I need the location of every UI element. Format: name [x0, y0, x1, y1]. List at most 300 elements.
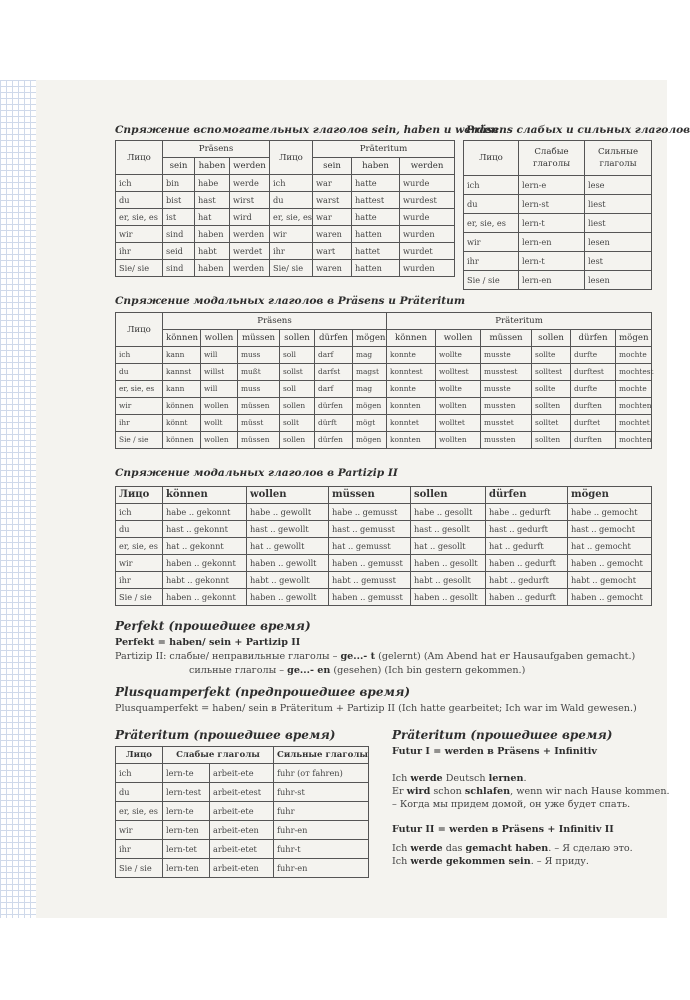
- table-cell: fuhr (от fahren): [274, 764, 369, 783]
- weak-strong-praesens-table: [463, 140, 652, 290]
- table-row: [116, 821, 369, 840]
- header-verb: werden: [230, 158, 270, 175]
- table-cell: du: [116, 521, 163, 538]
- table-cell: lern-tet: [163, 840, 210, 859]
- table-cell: konntest: [387, 364, 436, 381]
- table-cell: arbeit-etest: [210, 783, 274, 802]
- header-weak: Слабые глаголы: [163, 747, 274, 764]
- table-cell: ich: [116, 504, 163, 521]
- table-cell: musstest: [481, 364, 532, 381]
- table-cell: wir: [464, 233, 519, 252]
- futur2-example: Ich werde das gemacht haben. – Я сделаю это.: [392, 843, 633, 854]
- table-cell: liest: [585, 214, 652, 233]
- table-row: [116, 415, 652, 432]
- table-cell: werdet: [230, 243, 270, 260]
- table-cell: mögen: [353, 398, 387, 415]
- table-cell: habt .. gemocht: [568, 572, 652, 589]
- table-cell: arbeit-eten: [210, 821, 274, 840]
- table-cell: muss: [238, 347, 280, 364]
- table-row: [116, 589, 652, 606]
- table-cell: müssen: [238, 432, 280, 449]
- table-cell: haben .. gemusst: [329, 589, 411, 606]
- header-verb: mögen: [568, 487, 652, 504]
- modal-verbs-table: [115, 312, 652, 449]
- header-lico: Лицо: [116, 487, 163, 504]
- futur1-translation: – Когда мы придем домой, он уже будет спать.: [392, 799, 631, 810]
- table-cell: mochten: [616, 432, 652, 449]
- table-cell: du: [116, 192, 163, 209]
- table-cell: wolltest: [436, 364, 481, 381]
- table-row: [464, 233, 652, 252]
- praeteritum-table: [115, 746, 369, 878]
- header-verb: sollen: [280, 330, 315, 347]
- table-cell: lern-en: [519, 271, 585, 290]
- table-cell: hatte: [352, 175, 400, 192]
- table-cell: ist: [163, 209, 195, 226]
- table-cell: kann: [163, 381, 201, 398]
- table-cell: ich: [270, 175, 313, 192]
- table-cell: bist: [163, 192, 195, 209]
- table-cell: lern-t: [519, 252, 585, 271]
- table-cell: wir: [116, 555, 163, 572]
- table-cell: werde: [230, 175, 270, 192]
- table-cell: mögt: [353, 415, 387, 432]
- modal-verbs-title: Спряжение модальных глаголов в Präsens и Präteritum: [115, 295, 466, 307]
- table-row: [116, 398, 652, 415]
- table-cell: haben: [195, 226, 230, 243]
- header-verb: dürfen: [486, 487, 568, 504]
- table-row: [116, 175, 455, 192]
- table-cell: lern-t: [519, 214, 585, 233]
- table-cell: habe .. gemusst: [329, 504, 411, 521]
- table-cell: habt .. gewollt: [247, 572, 329, 589]
- header-verb: können: [387, 330, 436, 347]
- table-cell: waren: [313, 260, 352, 277]
- table-cell: will: [201, 347, 238, 364]
- futur1-example: Er wird schon schlafen, wenn wir nach Hause kommen.: [392, 786, 670, 797]
- table-cell: musste: [481, 347, 532, 364]
- perfekt-title: Perfekt (прошедшее время): [115, 619, 311, 633]
- table-cell: er, sie, es: [116, 802, 163, 821]
- table-cell: er, sie, es: [464, 214, 519, 233]
- table-row: [116, 381, 652, 398]
- table-cell: wollten: [436, 398, 481, 415]
- table-row: [116, 364, 652, 381]
- table-cell: konnten: [387, 432, 436, 449]
- table-cell: mussten: [481, 398, 532, 415]
- table-cell: wollen: [201, 398, 238, 415]
- table-cell: habe .. gedurft: [486, 504, 568, 521]
- table-cell: hat: [195, 209, 230, 226]
- table-cell: habe .. gesollt: [411, 504, 486, 521]
- table-cell: dürfen: [315, 432, 353, 449]
- table-row: [116, 226, 455, 243]
- table-row: [464, 252, 652, 271]
- table-row: [116, 538, 652, 555]
- table-cell: liest: [585, 195, 652, 214]
- table-row: [116, 840, 369, 859]
- header-praesens: Präsens: [163, 313, 387, 330]
- table-cell: wollen: [201, 432, 238, 449]
- modal-partizip-title: Спряжение модальных глаголов в Partizip II: [115, 467, 398, 479]
- table-cell: haben .. gemusst: [329, 555, 411, 572]
- table-cell: haben .. gewollt: [247, 555, 329, 572]
- table-cell: wir: [116, 226, 163, 243]
- table-cell: mochte: [616, 381, 652, 398]
- table-cell: hast .. gewollt: [247, 521, 329, 538]
- table-cell: ihr: [270, 243, 313, 260]
- table-cell: haben .. gemocht: [568, 589, 652, 606]
- table-cell: konntet: [387, 415, 436, 432]
- header-lico: Лицо: [116, 313, 163, 347]
- header-verb: können: [163, 487, 247, 504]
- table-cell: hast: [195, 192, 230, 209]
- table-cell: wollte: [436, 347, 481, 364]
- table-cell: hat .. gedurft: [486, 538, 568, 555]
- header-verb: wollen: [247, 487, 329, 504]
- table-cell: haben .. gedurft: [486, 589, 568, 606]
- table-cell: kann: [163, 347, 201, 364]
- table-cell: ich: [116, 347, 163, 364]
- table-cell: Sie / sie: [116, 432, 163, 449]
- table-cell: durftet: [571, 415, 616, 432]
- table-cell: solltest: [532, 364, 571, 381]
- aux-verbs-table: [115, 140, 455, 277]
- table-cell: warst: [313, 192, 352, 209]
- header-verb: müssen: [238, 330, 280, 347]
- table-cell: sollst: [280, 364, 315, 381]
- table-cell: sollten: [532, 398, 571, 415]
- table-cell: sollte: [532, 381, 571, 398]
- table-cell: werden: [230, 260, 270, 277]
- table-cell: mögen: [353, 432, 387, 449]
- table-cell: habt .. gedurft: [486, 572, 568, 589]
- table-cell: war: [313, 209, 352, 226]
- table-cell: mag: [353, 381, 387, 398]
- table-cell: habt .. gemusst: [329, 572, 411, 589]
- table-cell: lern-te: [163, 802, 210, 821]
- table-cell: er, sie, es: [270, 209, 313, 226]
- table-cell: hat .. gemusst: [329, 538, 411, 555]
- table-cell: mag: [353, 347, 387, 364]
- table-cell: ihr: [464, 252, 519, 271]
- futur-title: Präteritum (прошедшее время): [392, 728, 613, 742]
- table-cell: fuhr-st: [274, 783, 369, 802]
- table-cell: ich: [116, 764, 163, 783]
- header-verb: können: [163, 330, 201, 347]
- header-verb: dürfen: [571, 330, 616, 347]
- weak-strong-praesens-title: Präsens слабых и сильных глаголов: [466, 124, 690, 136]
- header-verb: müssen: [481, 330, 532, 347]
- table-cell: mochten: [616, 398, 652, 415]
- header-lico: Лицо: [270, 141, 313, 175]
- table-cell: lern-ten: [163, 821, 210, 840]
- futur2-example: Ich werde gekommen sein. – Я приду.: [392, 856, 589, 867]
- table-cell: wirst: [230, 192, 270, 209]
- table-cell: solltet: [532, 415, 571, 432]
- table-cell: du: [464, 195, 519, 214]
- header-verb: haben: [195, 158, 230, 175]
- table-cell: lern-st: [519, 195, 585, 214]
- table-cell: wollten: [436, 432, 481, 449]
- header-lico: Лицо: [116, 141, 163, 175]
- table-cell: sollen: [280, 432, 315, 449]
- header-verb: sollen: [411, 487, 486, 504]
- table-cell: lern-e: [519, 176, 585, 195]
- table-cell: darfst: [315, 364, 353, 381]
- table-cell: haben: [195, 260, 230, 277]
- table-row: [116, 243, 455, 260]
- table-cell: wir: [116, 821, 163, 840]
- table-cell: ihr: [116, 243, 163, 260]
- table-cell: musste: [481, 381, 532, 398]
- table-cell: müssen: [238, 398, 280, 415]
- table-cell: arbeit-ete: [210, 764, 274, 783]
- table-cell: wollt: [201, 415, 238, 432]
- header-verb: sein: [313, 158, 352, 175]
- table-cell: wir: [270, 226, 313, 243]
- table-cell: arbeit-eten: [210, 859, 274, 878]
- table-cell: waren: [313, 226, 352, 243]
- table-cell: sind: [163, 226, 195, 243]
- table-cell: werden: [230, 226, 270, 243]
- table-cell: ich: [116, 175, 163, 192]
- header-verb: wollen: [436, 330, 481, 347]
- table-cell: dürft: [315, 415, 353, 432]
- table-cell: lern-ten: [163, 859, 210, 878]
- header-verb: sollen: [532, 330, 571, 347]
- table-cell: müsst: [238, 415, 280, 432]
- table-cell: wurde: [400, 209, 455, 226]
- table-cell: wurdet: [400, 243, 455, 260]
- table-cell: fuhr-t: [274, 840, 369, 859]
- table-cell: durftest: [571, 364, 616, 381]
- table-cell: durfte: [571, 347, 616, 364]
- table-cell: soll: [280, 347, 315, 364]
- aux-verbs-title: Спряжение вспомогательных глаголов sein, haben и werden: [115, 124, 499, 136]
- table-cell: hat .. gekonnt: [163, 538, 247, 555]
- table-cell: seid: [163, 243, 195, 260]
- table-cell: lern-en: [519, 233, 585, 252]
- table-cell: du: [116, 364, 163, 381]
- table-cell: hat .. gewollt: [247, 538, 329, 555]
- table-cell: wird: [230, 209, 270, 226]
- header-praesens: Präsens: [163, 141, 270, 158]
- table-cell: er, sie, es: [116, 209, 163, 226]
- table-cell: will: [201, 381, 238, 398]
- table-cell: haben .. gesollt: [411, 555, 486, 572]
- modal-partizip-table: [115, 486, 652, 606]
- table-cell: habe .. gewollt: [247, 504, 329, 521]
- praeteritum-title: Präteritum (прошедшее время): [115, 728, 336, 742]
- table-cell: bin: [163, 175, 195, 192]
- futur1-example: Ich werde Deutsch lernen.: [392, 773, 527, 784]
- table-cell: hast .. gesollt: [411, 521, 486, 538]
- table-row: [116, 555, 652, 572]
- perfekt-formula: Perfekt = haben/ sein + Partizip II: [115, 637, 301, 648]
- header-verb: mögen: [353, 330, 387, 347]
- table-row: [116, 347, 652, 364]
- table-cell: hast .. gedurft: [486, 521, 568, 538]
- table-cell: Sie / sie: [464, 271, 519, 290]
- table-cell: lesen: [585, 271, 652, 290]
- header-verb: mögen: [616, 330, 652, 347]
- table-cell: ihr: [116, 840, 163, 859]
- table-cell: mussten: [481, 432, 532, 449]
- table-cell: mochtest: [616, 364, 652, 381]
- table-cell: haben .. gekonnt: [163, 589, 247, 606]
- table-row: [116, 783, 369, 802]
- table-cell: arbeit-etet: [210, 840, 274, 859]
- table-cell: hatten: [352, 260, 400, 277]
- table-row: [464, 271, 652, 290]
- table-cell: wurde: [400, 175, 455, 192]
- table-cell: lest: [585, 252, 652, 271]
- header-verb: haben: [352, 158, 400, 175]
- table-cell: sollten: [532, 432, 571, 449]
- table-cell: hast .. gemusst: [329, 521, 411, 538]
- table-cell: hatten: [352, 226, 400, 243]
- header-praeteritum: Präteritum: [313, 141, 455, 158]
- table-cell: durften: [571, 398, 616, 415]
- table-cell: Sie / sie: [116, 859, 163, 878]
- table-cell: durfte: [571, 381, 616, 398]
- table-row: [116, 260, 455, 277]
- header-strong: Сильные глаголы: [585, 141, 652, 176]
- grid-paper-edge: [0, 80, 36, 918]
- table-cell: lesen: [585, 233, 652, 252]
- table-cell: können: [163, 398, 201, 415]
- table-cell: habt .. gesollt: [411, 572, 486, 589]
- table-cell: soll: [280, 381, 315, 398]
- table-cell: wurden: [400, 260, 455, 277]
- table-cell: du: [116, 783, 163, 802]
- table-row: [116, 572, 652, 589]
- table-cell: kannst: [163, 364, 201, 381]
- table-row: [464, 176, 652, 195]
- table-cell: mochtet: [616, 415, 652, 432]
- table-cell: hatte: [352, 209, 400, 226]
- header-lico: Лицо: [464, 141, 519, 176]
- table-cell: haben .. gekonnt: [163, 555, 247, 572]
- header-strong: Сильные глаголы: [274, 747, 369, 764]
- table-cell: wir: [116, 398, 163, 415]
- table-cell: hast .. gemocht: [568, 521, 652, 538]
- table-cell: musstet: [481, 415, 532, 432]
- table-cell: ihr: [116, 415, 163, 432]
- futur1-formula: Futur I = werden в Präsens + Infinitiv: [392, 746, 597, 757]
- table-cell: hattest: [352, 192, 400, 209]
- perfekt-rule-weak: Partizip II: слабые/ неправильные глаголы – ge...- t (gelernt) (Am Abend hat er Hausaufgaben gemacht.): [115, 651, 636, 662]
- table-cell: konnte: [387, 381, 436, 398]
- table-cell: magst: [353, 364, 387, 381]
- table-cell: er, sie, es: [116, 538, 163, 555]
- table-cell: konnten: [387, 398, 436, 415]
- table-cell: mochte: [616, 347, 652, 364]
- table-cell: Sie / sie: [116, 589, 163, 606]
- table-cell: fuhr: [274, 802, 369, 821]
- table-cell: ich: [464, 176, 519, 195]
- table-cell: haben .. gemocht: [568, 555, 652, 572]
- table-cell: könnt: [163, 415, 201, 432]
- perfekt-rule-strong: сильные глаголы – ge...- en (gesehen) (Ich bin gestern gekommen.): [189, 665, 526, 676]
- table-cell: dürfen: [315, 398, 353, 415]
- table-cell: haben .. gewollt: [247, 589, 329, 606]
- header-verb: wollen: [201, 330, 238, 347]
- table-row: [116, 504, 652, 521]
- table-cell: sollt: [280, 415, 315, 432]
- table-cell: haben .. gedurft: [486, 555, 568, 572]
- header-verb: müssen: [329, 487, 411, 504]
- table-cell: sollen: [280, 398, 315, 415]
- table-cell: habt: [195, 243, 230, 260]
- table-cell: lern-te: [163, 764, 210, 783]
- table-cell: Sie/ sie: [116, 260, 163, 277]
- table-cell: wurden: [400, 226, 455, 243]
- table-cell: er, sie, es: [116, 381, 163, 398]
- table-cell: können: [163, 432, 201, 449]
- table-cell: darf: [315, 381, 353, 398]
- header-verb: sein: [163, 158, 195, 175]
- table-cell: lese: [585, 176, 652, 195]
- table-cell: hattet: [352, 243, 400, 260]
- table-cell: durften: [571, 432, 616, 449]
- header-verb: werden: [400, 158, 455, 175]
- table-cell: haben .. gesollt: [411, 589, 486, 606]
- header-weak: Слабые глаголы: [519, 141, 585, 176]
- plusquamperfekt-title: Plusquamperfekt (предпрошедшее время): [115, 685, 411, 699]
- table-cell: darf: [315, 347, 353, 364]
- futur2-formula: Futur II = werden в Präsens + Infinitiv II: [392, 824, 614, 835]
- table-cell: sollte: [532, 347, 571, 364]
- header-verb: dürfen: [315, 330, 353, 347]
- table-cell: fuhr-en: [274, 859, 369, 878]
- header-praeteritum: Präteritum: [387, 313, 652, 330]
- header-lico: Лицо: [116, 747, 163, 764]
- table-cell: war: [313, 175, 352, 192]
- table-cell: mußt: [238, 364, 280, 381]
- table-cell: wurdest: [400, 192, 455, 209]
- table-cell: fuhr-en: [274, 821, 369, 840]
- plusquamperfekt-rule: Plusquamperfekt = haben/ sein в Präteritum + Partizip II (Ich hatte gearbeitet; Ich war im Wald gewesen.): [115, 703, 637, 714]
- table-row: [116, 192, 455, 209]
- table-row: [116, 521, 652, 538]
- table-row: [116, 859, 369, 878]
- table-row: [464, 195, 652, 214]
- table-cell: lern-test: [163, 783, 210, 802]
- table-cell: hast .. gekonnt: [163, 521, 247, 538]
- table-cell: habe .. gekonnt: [163, 504, 247, 521]
- table-cell: habt .. gekonnt: [163, 572, 247, 589]
- table-cell: hat .. gemocht: [568, 538, 652, 555]
- table-cell: muss: [238, 381, 280, 398]
- table-row: [116, 432, 652, 449]
- table-row: [116, 209, 455, 226]
- table-cell: wart: [313, 243, 352, 260]
- table-cell: sind: [163, 260, 195, 277]
- table-cell: hat .. gesollt: [411, 538, 486, 555]
- table-cell: willst: [201, 364, 238, 381]
- table-cell: wolltet: [436, 415, 481, 432]
- table-cell: wollte: [436, 381, 481, 398]
- table-row: [464, 214, 652, 233]
- table-cell: arbeit-ete: [210, 802, 274, 821]
- table-cell: konnte: [387, 347, 436, 364]
- table-row: [116, 764, 369, 783]
- table-row: [116, 802, 369, 821]
- table-cell: ihr: [116, 572, 163, 589]
- table-cell: Sie/ sie: [270, 260, 313, 277]
